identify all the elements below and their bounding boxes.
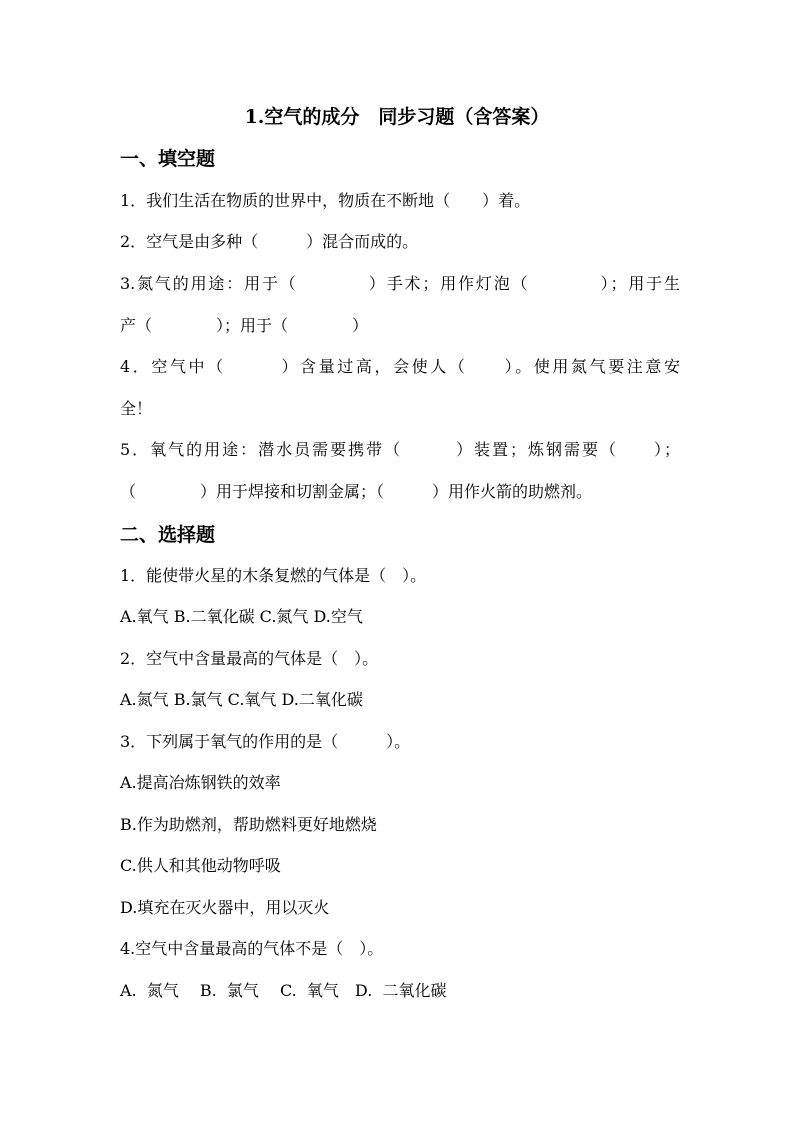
question-line: 3.氮气的用途：用于（ ）手术；用作灯泡（ ）；用于生	[120, 274, 680, 293]
section-heading-multiple-choice: 二、选择题	[120, 524, 216, 546]
question-line: 5．氧气的用途：潜水员需要携带（ ）装置；炼钢需要（ ）；	[120, 440, 680, 459]
option-line: A.提高冶炼钢铁的效率	[120, 773, 281, 792]
option-line: D.填充在灭火器中，用以灭火	[120, 898, 330, 917]
question-line: 4.空气中含量最高的气体不是（ ）。	[120, 939, 384, 958]
option-line: C.供人和其他动物呼吸	[120, 856, 281, 875]
question-line: 3．下列属于氧气的作用的是（ ）。	[120, 732, 411, 751]
section-heading-fill-in: 一、填空题	[120, 148, 216, 170]
option-line: B.作为助燃剂，帮助燃料更好地燃烧	[120, 815, 377, 834]
question-line: 2．空气中含量最高的气体是（ ）。	[120, 649, 379, 668]
question-line: （ ）用于焊接和切割金属；（ ）用作火箭的助燃剂。	[120, 482, 593, 501]
question-line: 产（ ）；用于（ ）	[120, 316, 369, 335]
question-line: 2．空气是由多种（ ）混合而成的。	[120, 232, 419, 251]
question-line: 1．能使带火星的木条复燃的气体是（ ）。	[120, 566, 427, 585]
question-line: 全！	[120, 399, 153, 418]
question-line: 4．空气中（ ）含量过高，会使人（ ）。使用氮气要注意安	[120, 357, 680, 376]
option-line: A.氮气 B.氯气 C.氧气 D.二氧化碳	[120, 690, 363, 709]
option-line: A.氧气 B.二氧化碳 C.氮气 D.空气	[120, 607, 363, 626]
question-line: 1．我们生活在物质的世界中，物质在不断地（ ）着。	[120, 191, 531, 210]
option-line: A. 氮气 B. 氯气 C. 氧气 D. 二氧化碳	[120, 981, 447, 1000]
document-title: 1.空气的成分 同步习题（含答案）	[244, 106, 550, 128]
